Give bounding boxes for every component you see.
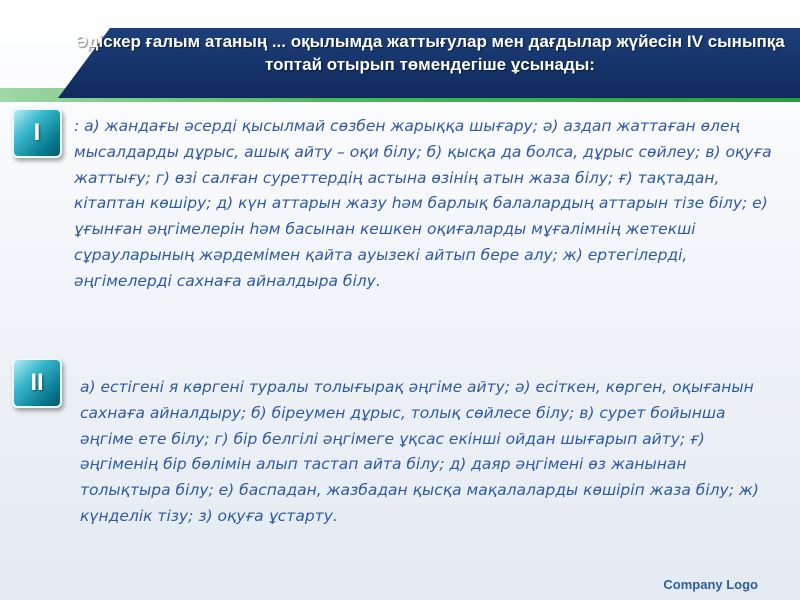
section-2-text: а) естігені я көргені туралы толығырақ әңгіме айту; ә) есіткен, көрген, оқығанын сахнаға айналдыру; б) біреумен дұрыс, толық сөйлесе білу; в) сурет бойынша әңгіме ете білу; г) бір белгілі әңгімеге ұқсас екінші ойдан шығарып айту; ғ) әңгіменің бір бөлімін алып тастап айта білу; д) даяр әңгімені өз жанынан толықтыра білу; е) баспадан, жазбадан қысқа мақалаларды көшіріп жаза білу; ж) күнделік тізу; з) оқуға ұстарту. (80, 378, 759, 525)
section-badge-2: II (12, 358, 62, 408)
slide-title: Әдіскер ғалым атаның ... оқылымда жаттығулар мен дағдылар жүйесін IV сыныпқа топтай отырып төмендегіше ұсынады: (75, 32, 785, 74)
section-badge-1: I (12, 108, 62, 158)
company-logo: Company Logo (663, 577, 758, 592)
section-1-text: : а) жандағы әсерді қысылмай сөзбен жарыққа шығару; ә) аздап жаттаған өлең мысалдарды дұрыс, ашық айту – оқи білу; б) қысқа да болса, дұрыс сөйлеу; в) оқуға жаттығу; г) өзі салған суреттердің астына өзінің атын жаза білу; ғ) тақтадан, кітаптан көшіру; д) күн аттарын жазу һәм барлық балалардың аттарын тізе білу; е) ұғынған әңгімелерін һәм басынан кешкен оқиғаларды мұғалімнің жетекші сұрауларының жәрдемімен қайта ауызекі айтып бере алу; ж) ертегілерді, әңгімелерді сахнаға айналдыра білу. (74, 117, 772, 290)
